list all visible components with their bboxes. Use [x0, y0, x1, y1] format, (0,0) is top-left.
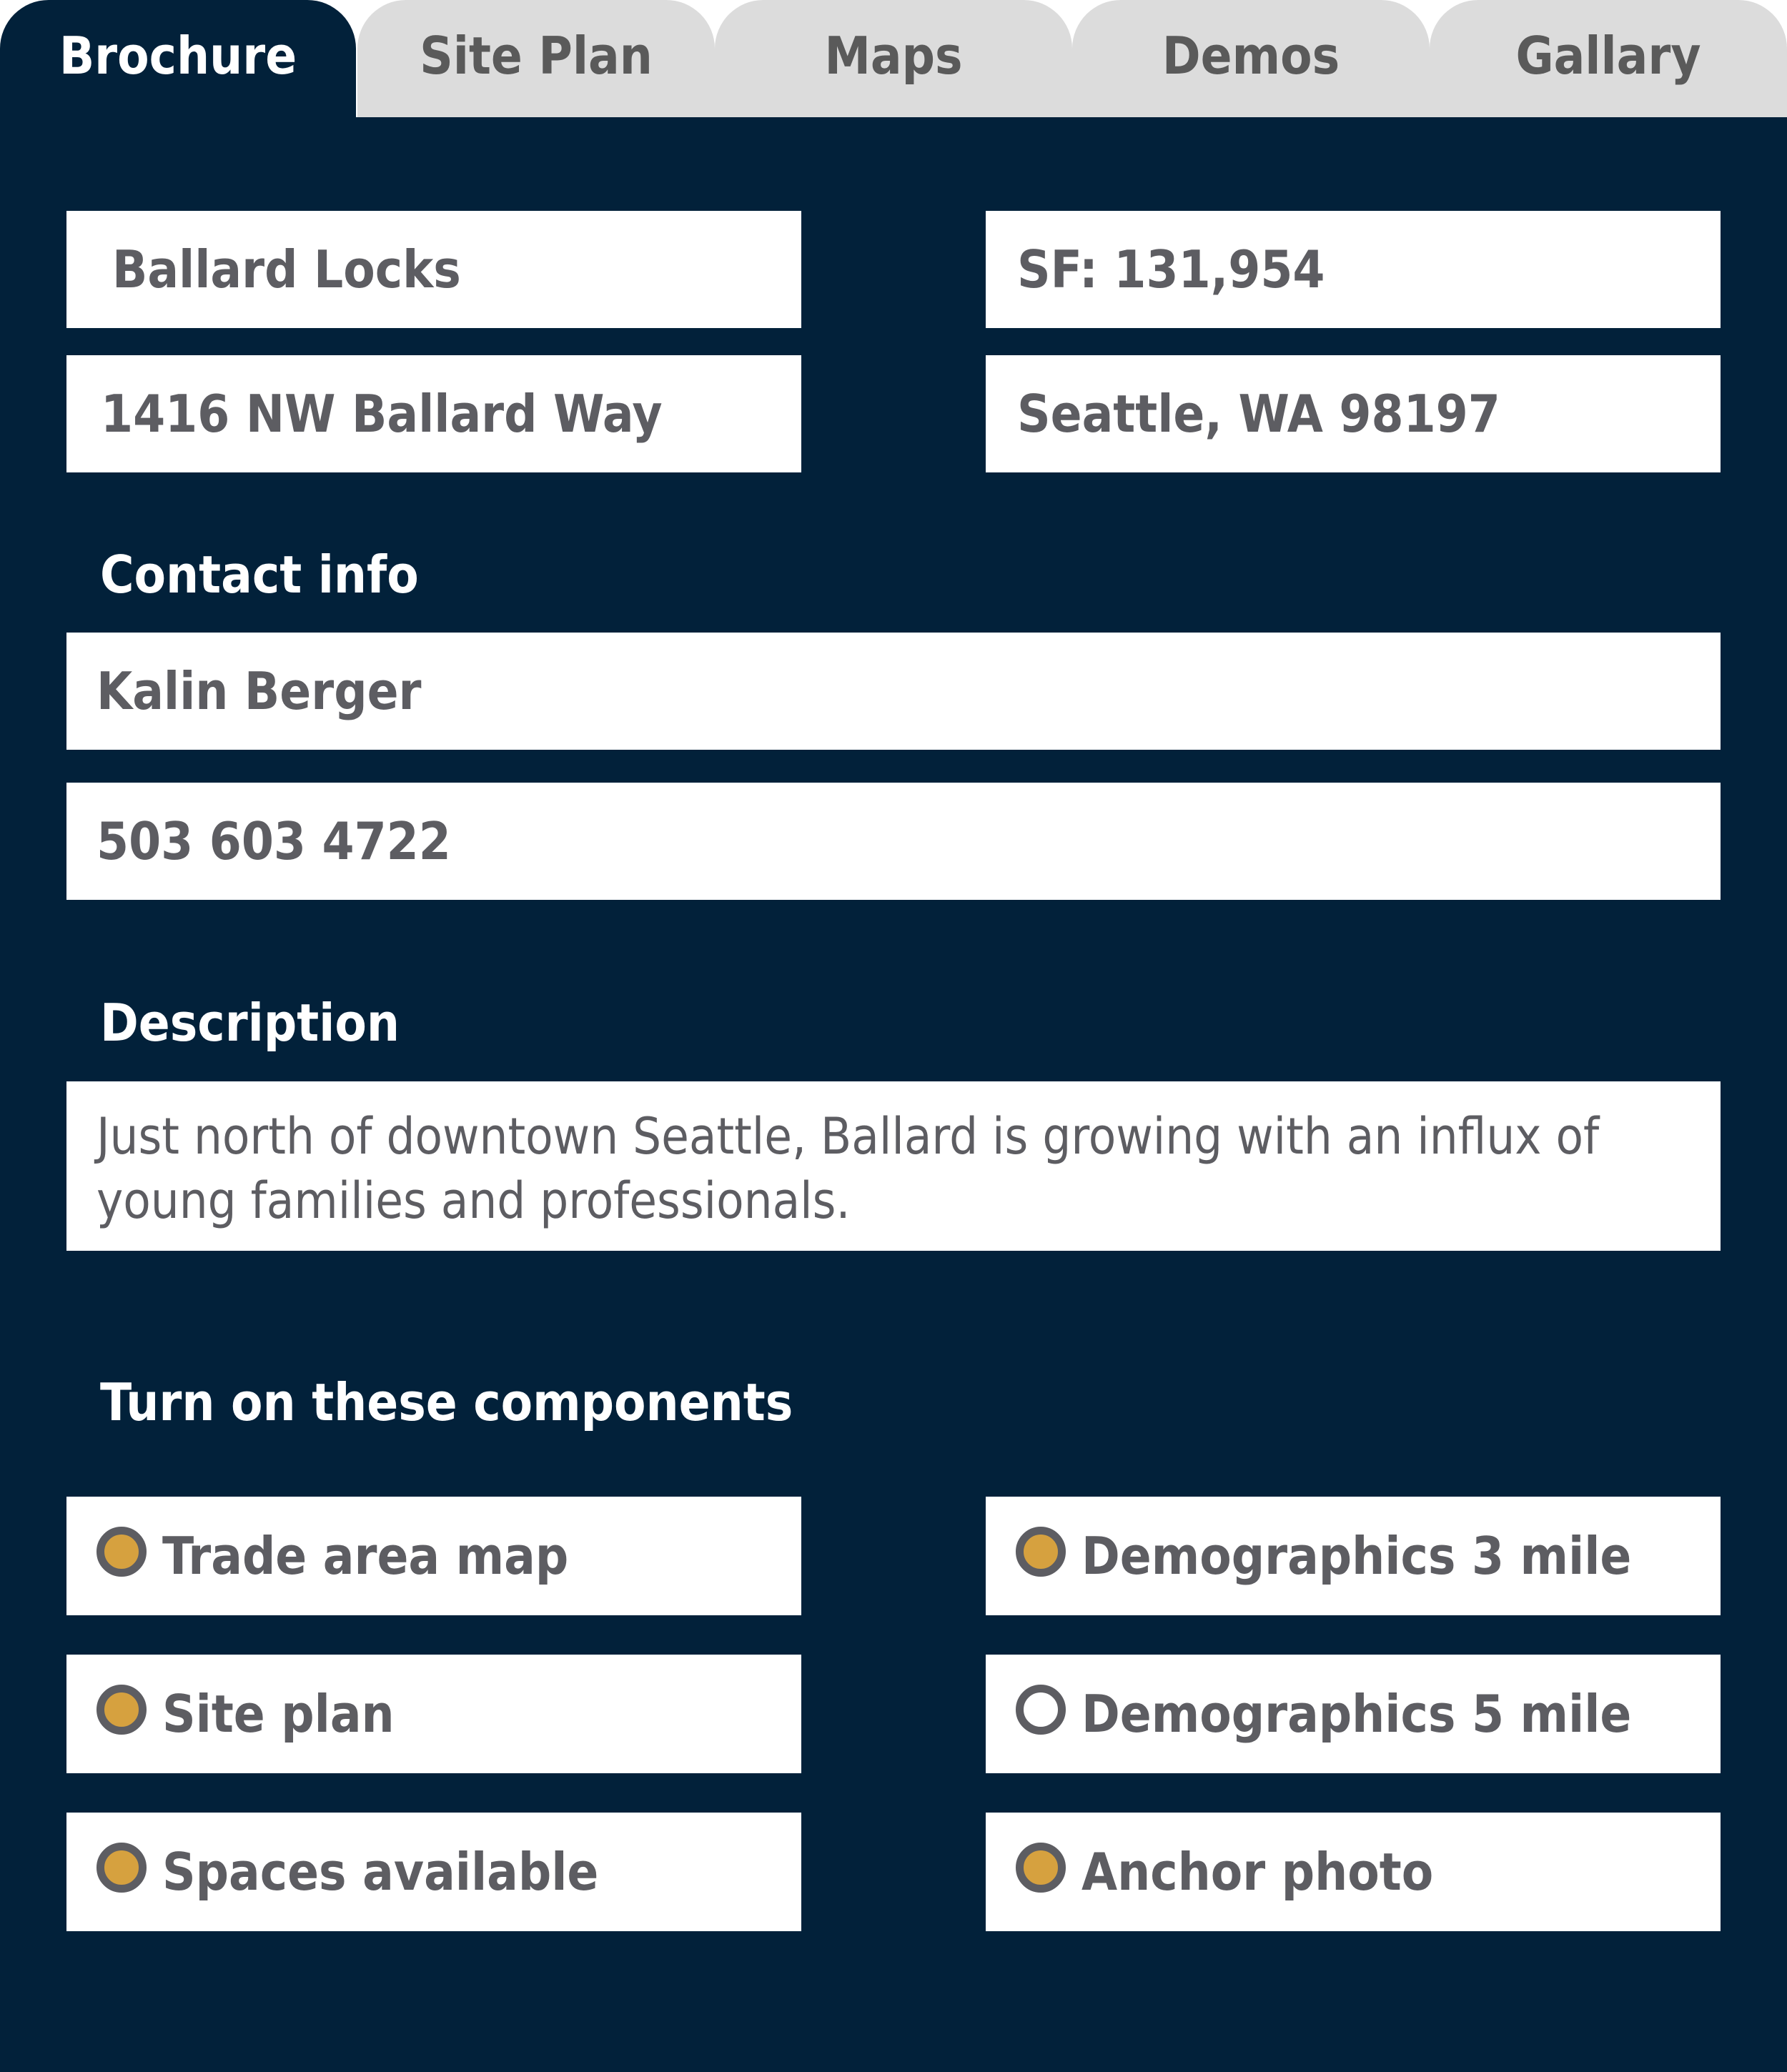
radio-on-icon[interactable] — [96, 1685, 147, 1735]
contact-info-heading: Contact info — [100, 545, 419, 605]
description-textarea[interactable]: Just north of downtown Seattle, Ballard is growing with an influx of young families and professionals. — [66, 1081, 1721, 1251]
tab-maps[interactable]: Maps — [715, 0, 1072, 117]
component-demographics-3-mile[interactable] — [986, 1497, 1721, 1615]
component-demographics-5-mile[interactable] — [986, 1655, 1721, 1773]
radio-on-icon[interactable] — [1016, 1843, 1066, 1893]
tab-gallary[interactable]: Gallary — [1430, 0, 1787, 117]
radio-off-icon[interactable] — [1016, 1685, 1066, 1735]
address-field[interactable]: 1416 NW Ballard Way — [66, 355, 801, 472]
tab-demos[interactable]: Demos — [1072, 0, 1430, 117]
contact-name-field[interactable]: Kalin Berger — [66, 633, 1721, 750]
property-name-field[interactable]: Ballard Locks — [66, 211, 801, 328]
components-heading: Turn on these components — [100, 1372, 793, 1432]
square-footage-field[interactable]: SF: 131,954 — [986, 211, 1721, 328]
radio-on-icon[interactable] — [96, 1527, 147, 1577]
radio-on-icon[interactable] — [1016, 1527, 1066, 1577]
component-label: Demographics 5 mile — [1081, 1684, 1632, 1744]
component-label: Anchor photo — [1081, 1842, 1434, 1902]
tab-bar — [0, 0, 1787, 117]
component-site-plan[interactable] — [66, 1655, 801, 1773]
component-trade-area-map[interactable] — [66, 1497, 801, 1615]
component-label: Trade area map — [162, 1526, 569, 1586]
component-spaces-available[interactable] — [66, 1813, 801, 1931]
description-heading: Description — [100, 993, 400, 1053]
contact-phone-field[interactable]: 503 603 4722 — [66, 783, 1721, 900]
component-anchor-photo[interactable] — [986, 1813, 1721, 1931]
city-state-zip-field[interactable]: Seattle, WA 98197 — [986, 355, 1721, 472]
radio-on-icon[interactable] — [96, 1843, 147, 1893]
tab-brochure[interactable]: Brochure — [0, 0, 356, 117]
component-label: Demographics 3 mile — [1081, 1526, 1632, 1586]
component-label: Spaces available — [162, 1842, 599, 1902]
tab-site-plan[interactable]: Site Plan — [357, 0, 715, 117]
component-label: Site plan — [162, 1684, 395, 1744]
